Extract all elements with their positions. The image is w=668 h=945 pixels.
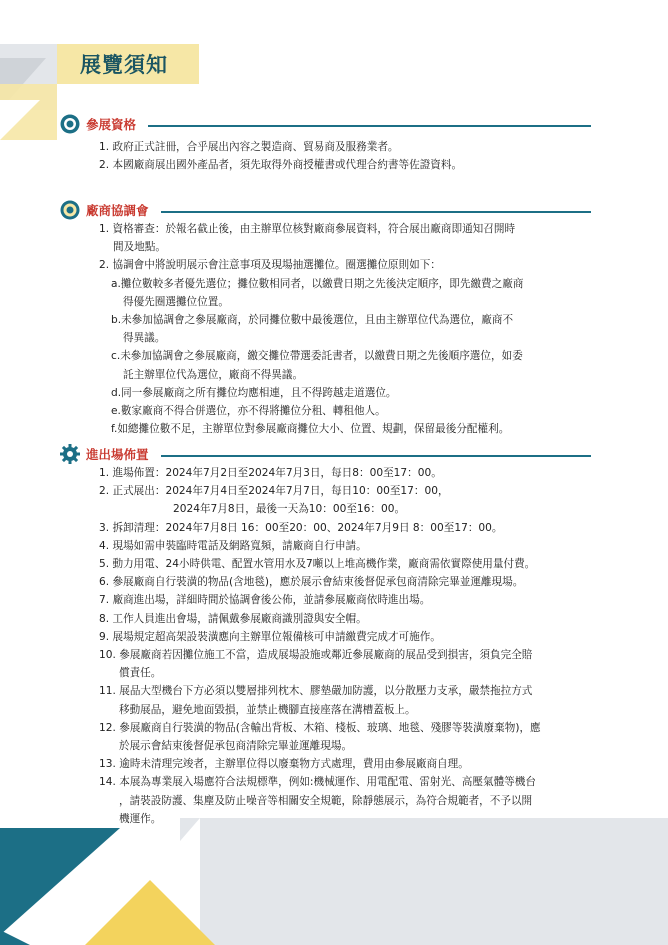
section-title: 參展資格 — [86, 117, 137, 132]
list-item-continued: 間及地點。 — [113, 241, 166, 254]
list-item: 1. 進場佈置：2024年7月2日至2024年7月3日，每日8：00至17：00。 — [99, 467, 442, 479]
section-eligibility-list — [99, 138, 462, 174]
section-title: 進出場佈置 — [86, 447, 149, 462]
list-item-continued: ，請裝設防護、集塵及防止噪音等相關安全規範，除靜態展示，為符合規範者，不予以開 — [119, 794, 533, 807]
section-divider — [161, 455, 591, 457]
list-item: 2. 協調會中將說明展示會注意事項及現場抽選攤位。圈選攤位原則如下： — [99, 259, 441, 272]
list-item: 12. 參展廠商自行裝潢的物品(含輸出背板、木箱、棧板、玻璃、地毯、殘膠等裝潢廢棄物)，應 — [99, 721, 541, 734]
sub-list-item: e.數家廠商不得合併選位，亦不得將攤位分租、轉租他人。 — [111, 405, 386, 418]
section-coordination-list — [99, 220, 523, 438]
sub-list-item: a.攤位數較多者優先選位；攤位數相同者，以繳費日期之先後決定順序，即先繳費之廠商 — [111, 277, 524, 290]
sub-list-item: f.如總攤位數不足，主辦單位對參展廠商攤位大小、位置、規劃，保留最後分配權利。 — [111, 423, 510, 436]
gear-icon — [60, 114, 80, 134]
list-item: 1. 資格審查：於報名截止後，由主辦單位核對廠商參展資料，符合展出廠商即通知召開時 — [99, 223, 516, 235]
list-item-continued: 移動展品，避免地面毀損，並禁止機腳直接座落在溝槽蓋板上。 — [119, 703, 416, 716]
list-item: 8. 工作人員進出會場，請佩戴參展廠商識別證與安全帽。 — [99, 612, 367, 625]
list-item: 4. 現場如需申裝臨時電話及網路寬頻，請廠商自行申請。 — [99, 539, 367, 552]
section-header-eligibility — [60, 114, 136, 134]
list-item-continued: 機運作。 — [119, 812, 162, 825]
page-title: 展覽須知 — [80, 53, 168, 77]
section-title: 廠商協調會 — [86, 203, 149, 218]
section-header-move-in-out — [60, 444, 149, 464]
list-item: 14. 本展為專業展入場應符合法規標準，例如:機械運作、用電配電、雷射光、高壓氣體等機台 — [99, 776, 536, 789]
list-item: 11. 展品大型機台下方必須以雙層排列枕木、膠墊嚴加防護，以分散壓力支承，嚴禁拖拉方式 — [99, 685, 533, 698]
sub-list-item: c.未參加協調會之參展廠商，繳交攤位帶選委託書者，以繳費日期之先後順序選位，如委 — [111, 350, 523, 363]
list-item-continued: 於展示會結束後督促承包商清除完畢並運離現場。 — [119, 740, 353, 753]
list-item: 7. 廠商進出場，詳細時間於協調會後公佈，並請參展廠商依時進出場。 — [99, 594, 431, 607]
list-item: 9. 展場規定超高架設裝潢應向主辦單位報備核可申請繳費完成才可施作。 — [99, 630, 441, 643]
sub-list-item: b.未參加協調會之參展廠商，於同攤位數中最後選位，且由主辦單位代為選位，廠商不 — [111, 314, 514, 327]
section-divider — [148, 125, 591, 127]
list-item: 5. 動力用電、24小時供電、配置水管用水及7噸以上堆高機作業，廠商需依實際使用量付費。 — [99, 558, 536, 571]
section-header-coordination — [60, 200, 149, 220]
list-item-continued: 償責任。 — [119, 667, 162, 680]
gear-icon — [60, 200, 80, 220]
list-item: 10. 參展廠商若因攤位施工不當，造成展場設施或鄰近參展廠商的展品受到損害，須負完全賠 — [99, 649, 533, 662]
list-item: 1. 政府正式註冊，合乎展出內容之製造商、貿易商及服務業者。 — [99, 141, 399, 153]
section-divider — [161, 211, 591, 213]
sub-list-item-continued: 託主辦單位代為選位，廠商不得異議。 — [123, 368, 304, 381]
sub-list-item-continued: 得優先圈選攤位位置。 — [123, 295, 229, 308]
list-item: 2. 本國廠商展出國外產品者，須先取得外商授權書或代理合約書等佐證資料。 — [99, 159, 463, 172]
sub-list-item-continued: 得異議。 — [123, 332, 166, 345]
list-item: 2. 正式展出：2024年7月4日至2024年7月7日，每日10：00至17：00， — [99, 485, 449, 498]
section-move-in-out-list — [99, 464, 541, 828]
list-item: 3. 拆卸清理：2024年7月8日 16：00至20：00、2024年7月9日 8：00至17：00。 — [99, 521, 503, 534]
list-item: 6. 參展廠商自行裝潢的物品(含地毯)，應於展示會結束後督促承包商清除完畢並運離現場。 — [99, 576, 524, 589]
gear-icon — [60, 444, 80, 464]
list-item: 13. 逾時未清理完竣者，主辦單位得以廢棄物方式處理，費用由參展廠商自理。 — [99, 758, 469, 771]
sub-list-item: d.同一參展廠商之所有攤位均應相連，且不得跨越走道選位。 — [111, 386, 397, 399]
list-item-continued: 2024年7月8日，最後一天為10：00至16：00。 — [173, 503, 406, 516]
